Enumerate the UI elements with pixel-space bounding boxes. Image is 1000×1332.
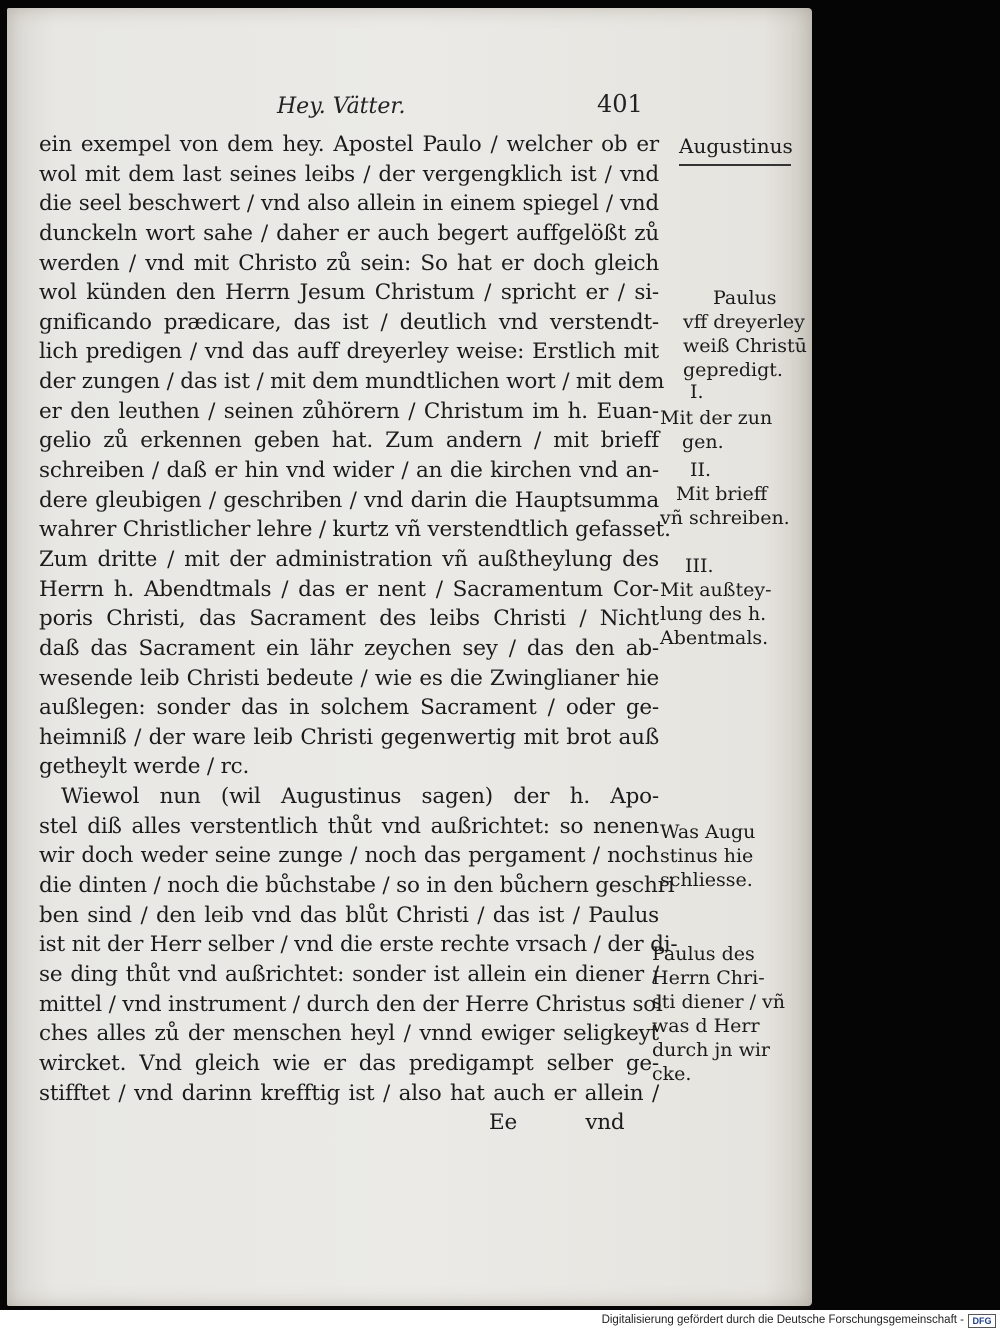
page-number: 401 bbox=[597, 90, 643, 118]
text-line: werden / vnd mit Christo zů sein: So hat er doch gleich bbox=[39, 250, 659, 276]
digitization-credit: Digitalisierung gefördert durch die Deutsche Forschungsgemeinschaft - bbox=[601, 1314, 964, 1326]
text-line: ches alles zů der menschen heyl / vnnd ewiger seligkeyt bbox=[39, 1021, 659, 1047]
book-page bbox=[7, 8, 812, 1306]
text-line: daß das Sacrament ein lähr zeychen sey / das den ab- bbox=[39, 635, 659, 661]
text-line: wol mit dem last seines leibs / der vergengklich ist / vnd bbox=[39, 161, 659, 187]
text-line: stel diß alles verstentlich thůt vnd außrichtet: so nenen bbox=[39, 813, 659, 839]
text-line: wol künden den Herrn Jesum Christum / spricht er / si- bbox=[39, 280, 659, 306]
main-text-block bbox=[39, 130, 678, 1138]
marginal-note-augustinus: Augustinus bbox=[679, 134, 793, 158]
marginal-number-3: III. bbox=[685, 555, 714, 577]
text-line: mittel / vnd instrument / durch den der Herre Christus sol bbox=[39, 991, 663, 1017]
signature-mark: Ee bbox=[489, 1110, 518, 1136]
marginal-note-was-augustinus: Was Augu stinus hie schliesse. bbox=[660, 821, 756, 891]
text-line: lich predigen / vnd das auff dreyerley weise: Erstlich mit bbox=[39, 339, 659, 365]
text-line: Zum dritte / mit der administration vñ außtheylung des bbox=[39, 546, 659, 572]
text-line: wesende leib Christi bedeute / wie es die Zwinglianer hie bbox=[39, 665, 659, 691]
marginal-rule bbox=[679, 164, 791, 166]
text-line: gelio zů erkennen geben hat. Zum andern / mit brieff bbox=[39, 428, 659, 454]
marginal-note-paulus-diener: Paulus des Herrn Chri- sti diener / vñ was d Herr durch jn wir cke. bbox=[652, 943, 785, 1085]
text-line: wahrer Christlicher lehre / kurtz vñ verstendtlich gefasset. bbox=[39, 517, 671, 543]
text-line: ein exempel von dem hey. Apostel Paulo / welcher ob er bbox=[39, 132, 659, 157]
text-line: außlegen: sonder das in solchem Sacrament / oder ge- bbox=[39, 695, 659, 721]
text-line: die seel beschwert / vnd also allein in einem spiegel / vnd bbox=[39, 191, 659, 217]
text-line: ist nit der Herr selber / vnd die erste rechte vrsach / der di- bbox=[39, 932, 678, 958]
text-line: gnificando prædicare, das ist / deutlich vnd verstendt- bbox=[39, 309, 659, 335]
text-line: der zungen / das ist / mit dem mundtlichen wort / mit dem bbox=[39, 369, 665, 395]
text-line: se ding thůt vnd außrichtet: sonder ist allein ein diener / bbox=[39, 961, 659, 987]
text-line: schreiben / daß er hin vnd wider / an die kirchen vnd an- bbox=[39, 458, 659, 484]
running-head bbox=[277, 90, 667, 130]
dfg-logo: DFG bbox=[968, 1314, 996, 1328]
text-line: dere gleubigen / geschriben / vnd darin die Hauptsumma bbox=[39, 487, 659, 513]
text-line: stifftet / vnd darinn krefftig ist / also hat auch er allein / bbox=[39, 1080, 659, 1106]
text-line: Herrn h. Abendtmals / das er nent / Sacramentum Cor- bbox=[39, 576, 659, 602]
text-line: die dinten / noch die bůchstabe / so in den bůchern geschri bbox=[39, 873, 675, 899]
marginal-note-zungen: Mit der zun gen. bbox=[660, 407, 773, 453]
text-line: wircket. Vnd gleich wie er das predigampt selber ge- bbox=[39, 1050, 659, 1076]
catchword-line bbox=[39, 1108, 659, 1138]
marginal-note-brieff: Mit brieff vñ schreiben. bbox=[660, 483, 790, 529]
text-line: er den leuthen / seinen zůhörern / Christum im h. Euan- bbox=[39, 398, 659, 424]
text-line: poris Christi, das Sacrament des leibs Christi / Nicht bbox=[39, 606, 659, 632]
marginal-number-1: I. bbox=[690, 381, 704, 403]
running-head-title: Hey. Vätter. bbox=[277, 94, 406, 119]
text-line: Wiewol nun (wil Augustinus sagen) der h. Apo- bbox=[61, 784, 659, 810]
footer-bar bbox=[0, 1310, 1000, 1332]
catchword: vnd bbox=[585, 1110, 625, 1136]
text-line: dunckeln wort sahe / daher er auch begert auffgelößt zů bbox=[39, 220, 659, 246]
marginal-number-2: II. bbox=[690, 459, 712, 481]
text-line: wir doch weder seine zunge / noch das pergament / noch bbox=[39, 843, 659, 869]
text-line: heimniß / der ware leib Christi gegenwertig mit brot auß bbox=[39, 724, 659, 750]
text-line: getheylt werde / rc. bbox=[39, 754, 250, 780]
marginal-note-paulus-dreyerley: Paulus vff dreyerley weiß Christū gepredigt. bbox=[683, 287, 807, 381]
marginal-note-abentmals: Mit außtey- lung des h. Abentmals. bbox=[660, 579, 772, 649]
text-line: ben sind / den leib vnd das blůt Christi / das ist / Paulus bbox=[39, 902, 659, 928]
